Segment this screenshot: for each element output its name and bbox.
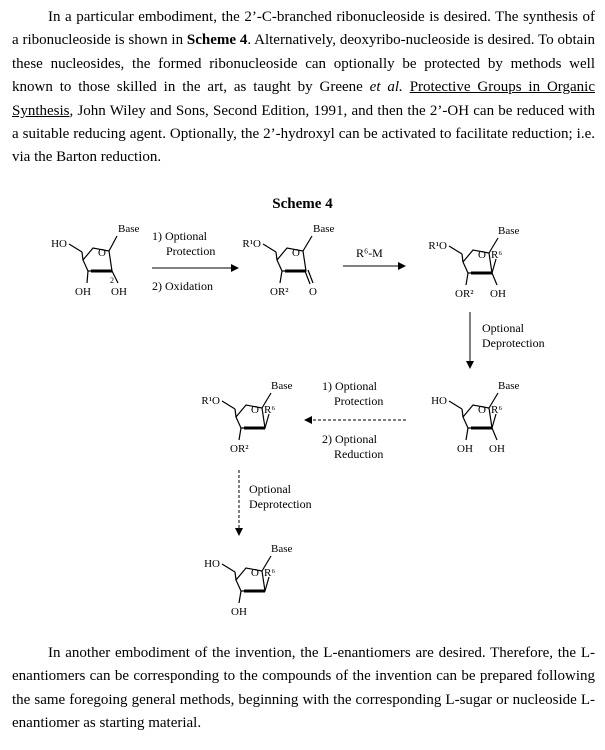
step3-line2: Deprotection [482,336,545,350]
m4-ring-o: O [478,404,486,416]
m2-or2: OR² [270,286,289,298]
m2-r1o: R¹O [242,238,261,250]
m3-oh: OH [490,288,506,300]
m1-ring-o: O [98,247,106,259]
molecule-6 [222,556,271,603]
m4-oh-2: OH [489,443,505,455]
book-title: Protective Groups in Organic Synthesis [12,79,596,119]
molecule-4 [449,393,498,440]
m2-ring-o: O [292,247,300,259]
m4-r6: R⁶ [491,404,503,416]
m3-base: Base [498,225,520,237]
step3-line1: Optional [482,321,524,335]
m3-r1o: R¹O [428,240,447,252]
m5-r6: R⁶ [264,404,276,416]
m2-keto-o: O [309,286,317,298]
m3-r6: R⁶ [491,249,503,261]
step2-label: R⁶-M [356,246,383,260]
m6-ring-o: O [251,567,259,579]
molecule-5 [222,393,271,440]
intro-text-1: In a particular embodiment, the 2’-C-branched ribonucleoside is desired. The synthesis of a ribonucleoside is shown in [12,9,595,49]
m1-base: Base [118,223,140,235]
scheme-title: Scheme 4 [272,196,333,212]
step4-line2: Protection [334,394,384,408]
m3-or2: OR² [455,288,474,300]
m5-r1o: R¹O [201,395,220,407]
step1-line1: 1) Optional [152,229,207,243]
intro-text-2: . Alternatively, deoxyribo-nucleoside is desired. To obtain these nucleosides, the formed ribonucleoside can optionally be protected by methods well known to those skilled in the art, as taught by Greene [12,32,596,96]
m4-ho: HO [431,395,447,407]
m4-base: Base [498,380,520,392]
step4-line3: 2) Optional [322,432,377,446]
m5-base: Base [271,380,293,392]
m6-oh: OH [231,606,247,618]
step4-line1: 1) Optional [322,379,377,393]
step1-line2: Protection [166,244,216,258]
m1-oh-2: OH [111,286,127,298]
step4-line4: Reduction [334,447,384,461]
m3-ring-o: O [478,249,486,261]
m4-oh-3: OH [457,443,473,455]
m1-ho: HO [51,238,67,250]
molecule-2 [263,236,313,284]
step1-line3: 2) Oxidation [152,279,213,293]
closing-paragraph: In another embodiment of the invention, the L-enantiomers are desired. Therefore, the L-enantiomers can be corresponding to the compounds of the invention can be prepared following the same foregoing general methods, beginning with the corresponding L-sugar or nucleoside L-enantiomer as starting material. [12,645,595,732]
m5-ring-o: O [251,404,259,416]
m1-pos-2: 2 [110,276,114,285]
step5-line2: Deprotection [249,497,312,511]
m1-oh-3: OH [75,286,91,298]
m6-ho: HO [204,558,220,570]
scheme-reference: Scheme 4 [186,32,248,49]
et-al: et al. [369,79,403,96]
m6-base: Base [271,543,293,555]
step5-line1: Optional [249,482,291,496]
intro-text-4: , John Wiley and Sons, Second Edition, 1991, and then the 2’-OH can be reduced with a suitable reducing agent. Optionally, the 2’-hydroxyl can be activated to facilitate reduction; i.e. via the Barton reduction. [12,102,595,166]
m6-r6: R⁶ [264,567,276,579]
m5-or2: OR² [230,443,249,455]
molecule-3 [449,238,498,285]
m2-base: Base [313,223,335,235]
